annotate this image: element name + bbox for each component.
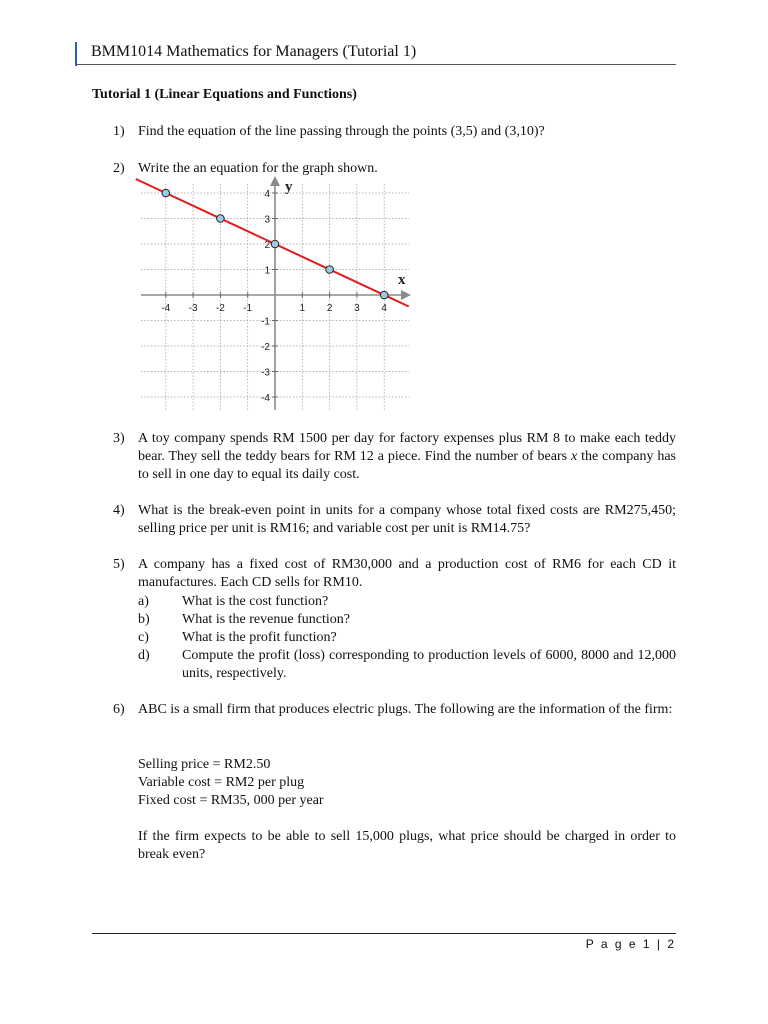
y-axis-arrow (270, 176, 280, 186)
x-tick-label: -2 (215, 303, 225, 314)
part-text: What is the cost function? (182, 594, 329, 609)
firm-information: Selling price = RM2.50 Variable cost = RM2 per plug Fixed cost = RM35, 000 per year (138, 757, 324, 808)
question-number: 5) (113, 557, 125, 572)
question-text: What is the break-even point in units for a company whose total fixed costs are RM275,450; selling price per unit is RM16; and variable cost per unit is RM14.75? (138, 503, 676, 536)
part-label: a) (138, 594, 149, 609)
header-rule (76, 64, 676, 65)
y-tick-label: -4 (261, 393, 270, 404)
x-tick-label: -3 (188, 303, 198, 314)
question-text: ABC is a small firm that produces electric plugs. The following are the information of the firm: (138, 702, 673, 717)
graph-point (326, 266, 334, 274)
x-tick-label: 3 (354, 303, 360, 314)
part-text: What is the profit function? (182, 630, 337, 645)
question-text-part: the company has to sell in one day to equal its daily cost. (138, 449, 677, 482)
y-tick-label: 4 (264, 189, 270, 200)
question-number: 2) (113, 161, 125, 176)
x-tick-label: -4 (161, 303, 171, 314)
x-axis-label: x (398, 272, 406, 288)
part-label: b) (138, 612, 150, 627)
x-tick-label: -1 (243, 303, 253, 314)
y-tick-label: 1 (264, 265, 270, 277)
y-tick-label: -3 (261, 367, 270, 379)
question-text: Find the equation of the line passing through the points (3,5) and (3,10)? (138, 124, 545, 139)
y-tick-label: -1 (261, 316, 270, 328)
y-axis-label: y (285, 179, 293, 195)
x-tick-label: 2 (326, 303, 333, 314)
x-tick-label: 1 (299, 303, 306, 314)
y-tick-label: -2 (261, 342, 270, 353)
question-text-part: A toy company spends RM 1500 per day for factory expenses plus RM 8 to make each teddy bear. They sell the teddy bears for RM 12 a piece. Find the number of bears (138, 431, 676, 464)
y-tick-label: 3 (264, 214, 270, 226)
graph-point (162, 189, 170, 197)
y-tick-label: 2 (264, 240, 270, 251)
part-label: c) (138, 630, 149, 645)
question-6-closing: If the firm expects to be able to sell 15,000 plugs, what price should be charged in order to break even? (138, 829, 676, 862)
footer-rule (92, 933, 676, 934)
document-header-title: BMM1014 Mathematics for Managers (Tutorial 1) (91, 43, 417, 60)
question-number: 1) (113, 124, 125, 139)
question-text (138, 430, 676, 484)
graph-point (271, 240, 279, 248)
page-number: P a g e 1 | 2 (585, 937, 676, 951)
graph-axes (141, 176, 411, 410)
part-label: d) (138, 648, 150, 663)
part-text: Compute the profit (loss) corresponding to production levels of 6000, 8000 and 12,000 units, respectively. (182, 648, 676, 681)
question-number: 6) (113, 702, 125, 717)
graph-point (380, 291, 388, 299)
x-axis-arrow (401, 290, 411, 300)
variable-x: x (571, 449, 578, 464)
question-number: 4) (113, 503, 125, 518)
line-graph (135, 174, 420, 414)
question-number: 3) (113, 431, 125, 446)
question-text: A company has a fixed cost of RM30,000 and a production cost of RM6 for each CD it manufactures. Each CD sells for RM10. (138, 557, 676, 590)
part-text: What is the revenue function? (182, 612, 350, 627)
tutorial-title: Tutorial 1 (Linear Equations and Functions) (92, 87, 357, 102)
x-tick-label: 4 (381, 303, 387, 314)
header-accent-bar (75, 42, 77, 66)
question-text: Write the an equation for the graph shown. (138, 161, 378, 176)
graph-point (217, 215, 225, 223)
